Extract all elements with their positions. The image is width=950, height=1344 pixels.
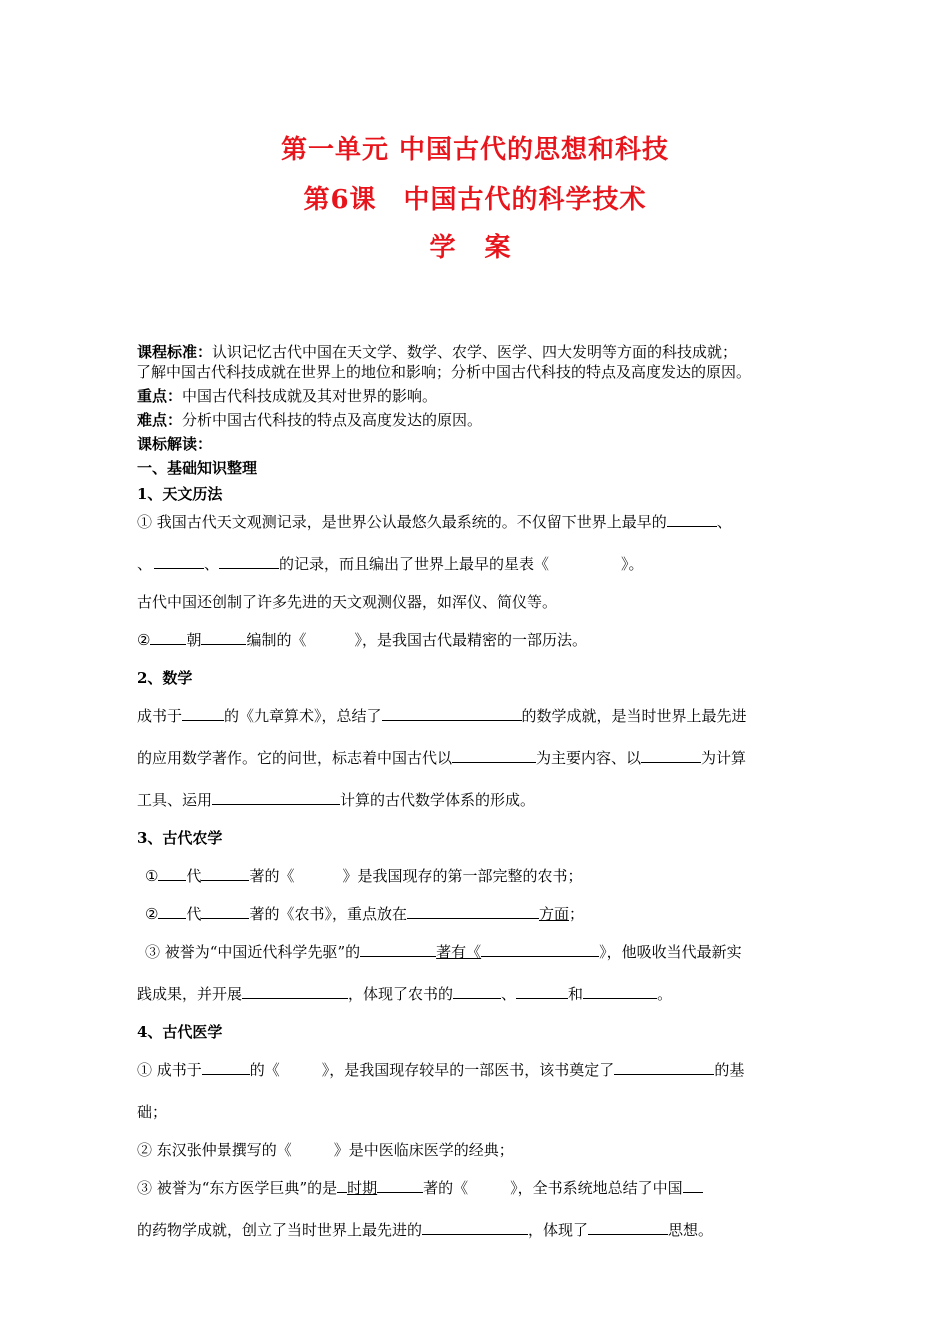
standard-line-2 [136,362,827,382]
answer-blank[interactable] [158,865,186,881]
text-segment: ② [137,631,151,649]
text-segment: 》是我国现存的第一部完整的农书； [342,867,583,885]
answer-blank[interactable] [516,983,568,999]
text-segment: ，体现了 [528,1221,589,1239]
text-segment: 》。 [621,555,644,573]
text-segment: 成书于 [137,707,183,725]
answer-blank[interactable] [202,1059,250,1075]
text-segment: 》是中医临床医学的经典； [333,1141,514,1159]
text-segment: 著的《 [423,1179,469,1197]
text-segment: ① 成书于 [137,1061,202,1079]
text-segment: ③ 被誉为“中国近代科学先驱”的 [145,943,361,961]
text-segment: 编制的《 [246,631,307,649]
text-segment: ② 东汉张仲景撰写的《 [137,1141,292,1159]
answer-blank[interactable] [481,941,599,957]
section-heading: 一、基础知识整理 [137,459,258,477]
text-segment: ，体现了农书的 [348,985,454,1003]
text-segment: 的应用数学著作。它的问世，标志着中国古代以 [137,749,453,767]
answer-blank[interactable] [201,903,249,919]
text-segment: 为计算 [701,749,747,767]
text-segment: 为主要内容、以 [536,749,642,767]
medicine-heading: 4、古代医学 [137,1023,223,1041]
answer-blank[interactable] [182,705,224,721]
answer-blank[interactable] [337,1177,347,1193]
text-segment: 的数学成就，是当时世界上最先进 [521,707,747,725]
math-line-2 [137,746,827,770]
text-segment: 工具、运用 [137,791,213,809]
text-segment: 朝 [186,631,202,649]
text-segment: 、 [501,985,517,1003]
answer-blank[interactable] [154,553,204,569]
answer-blank[interactable] [201,629,246,645]
difficult-point-label: 难点： [137,411,183,429]
text-segment: 、 [137,555,153,573]
text-segment: 方面 [538,905,569,923]
text-segment: 》，他吸收当代最新实 [599,943,742,961]
interpretation-label: 课标解读： [137,435,213,453]
text-segment: 的药物学成就，创立了当时世界上最先进的 [137,1221,423,1239]
answer-blank[interactable] [641,747,701,763]
medicine-line-3 [137,1138,827,1162]
agriculture-heading: 3、古代农学 [137,829,223,847]
answer-blank[interactable] [683,1177,703,1193]
answer-blank[interactable] [407,903,539,919]
doc-type-title: 学 案 [429,233,521,263]
answer-blank[interactable] [667,511,717,527]
astronomy-line-3: 古代中国还创制了许多先进的天文观测仪器，如浑仪、简仪等。 [137,593,558,611]
key-point-label: 重点： [137,387,183,405]
difficult-point-line [137,410,827,430]
text-segment: ① [145,867,159,885]
answer-blank[interactable] [360,941,436,957]
answer-blank[interactable] [201,865,249,881]
key-point-text: 中国古代科技成就及其对世界的影响。 [182,387,438,405]
standard-text: 认识记忆古代中国在天文学、数学、农学、医学、四大发明等方面的科技成就； [212,343,738,361]
math-line-1 [137,704,827,728]
lesson-title: 第6课 中国古代的科学技术 [303,185,647,215]
math-line-3 [137,788,827,812]
medicine-line-4 [137,1176,827,1200]
text-segment: ； [569,905,585,923]
text-segment: 。 [657,985,673,1003]
text-segment: 代 [186,867,202,885]
astronomy-heading: 1、天文历法 [137,485,223,503]
answer-blank[interactable] [588,1219,668,1235]
text-segment: 思想。 [668,1221,714,1239]
medicine-line-2: 础； [137,1103,168,1121]
text-segment: 著的《 [249,867,295,885]
key-point-line [137,386,827,406]
text-segment: 和 [568,985,584,1003]
answer-blank[interactable] [150,629,186,645]
agriculture-line-1 [137,864,827,888]
answer-blank[interactable] [382,705,522,721]
text-segment: ② [145,905,159,923]
astronomy-line-4 [137,628,827,652]
agriculture-line-3 [137,940,827,964]
text-segment: 、 [204,555,220,573]
answer-blank[interactable] [422,1219,528,1235]
math-heading: 2、数学 [137,669,193,687]
standard-text-cont: 了解中国古代科技成就在世界上的地位和影响；分析中国古代科技的特点及高度发达的原因。 [136,363,752,381]
answer-blank[interactable] [453,983,501,999]
medicine-line-5 [137,1218,827,1242]
answer-blank[interactable] [212,789,340,805]
text-segment: 的记录，而且编出了世界上最早的星表《 [279,555,550,573]
text-segment: 计算的古代数学体系的形成。 [340,791,536,809]
agriculture-line-4 [137,982,827,1006]
text-segment: 》，是我国古代最精密的一部历法。 [354,631,587,649]
text-segment: 的《九章算术》，总结了 [224,707,382,725]
answer-blank[interactable] [158,903,186,919]
text-segment: 》，是我国现存较早的一部医书，该书奠定了 [321,1061,615,1079]
text-segment: 代 [186,905,202,923]
worksheet-body [137,342,827,1242]
text-segment: 》，全书系统地总结了中国 [510,1179,683,1197]
text-segment: ③ 被誉为“东方医学巨典”的是 [137,1179,338,1197]
astronomy-line-2 [137,552,827,576]
answer-blank[interactable] [377,1177,423,1193]
text-segment: 的《 [249,1061,280,1079]
text-segment: 著有《 [436,943,482,961]
answer-blank[interactable] [242,983,348,999]
agriculture-line-2 [137,902,827,926]
text-segment: 著的《农书》，重点放在 [249,905,407,923]
text-segment: ① 我国古代天文观测记录，是世界公认最悠久最系统的。不仅留下世界上最早的 [137,513,667,531]
answer-blank[interactable] [452,747,536,763]
standard-label: 课程标准： [137,343,213,361]
unit-title: 第一单元 中国古代的思想和科技 [280,135,670,165]
answer-blank[interactable] [219,553,279,569]
astronomy-line-1 [137,510,827,534]
answer-blank[interactable] [583,983,657,999]
text-segment: 时期 [347,1179,378,1197]
answer-blank[interactable] [614,1059,714,1075]
medicine-line-1 [137,1058,827,1082]
standard-line-1 [137,342,827,362]
text-segment: 、 [716,513,732,531]
difficult-point-text: 分析中国古代科技的特点及高度发达的原因。 [182,411,483,429]
text-segment: 的基 [714,1061,745,1079]
text-segment: 践成果，并开展 [137,985,243,1003]
